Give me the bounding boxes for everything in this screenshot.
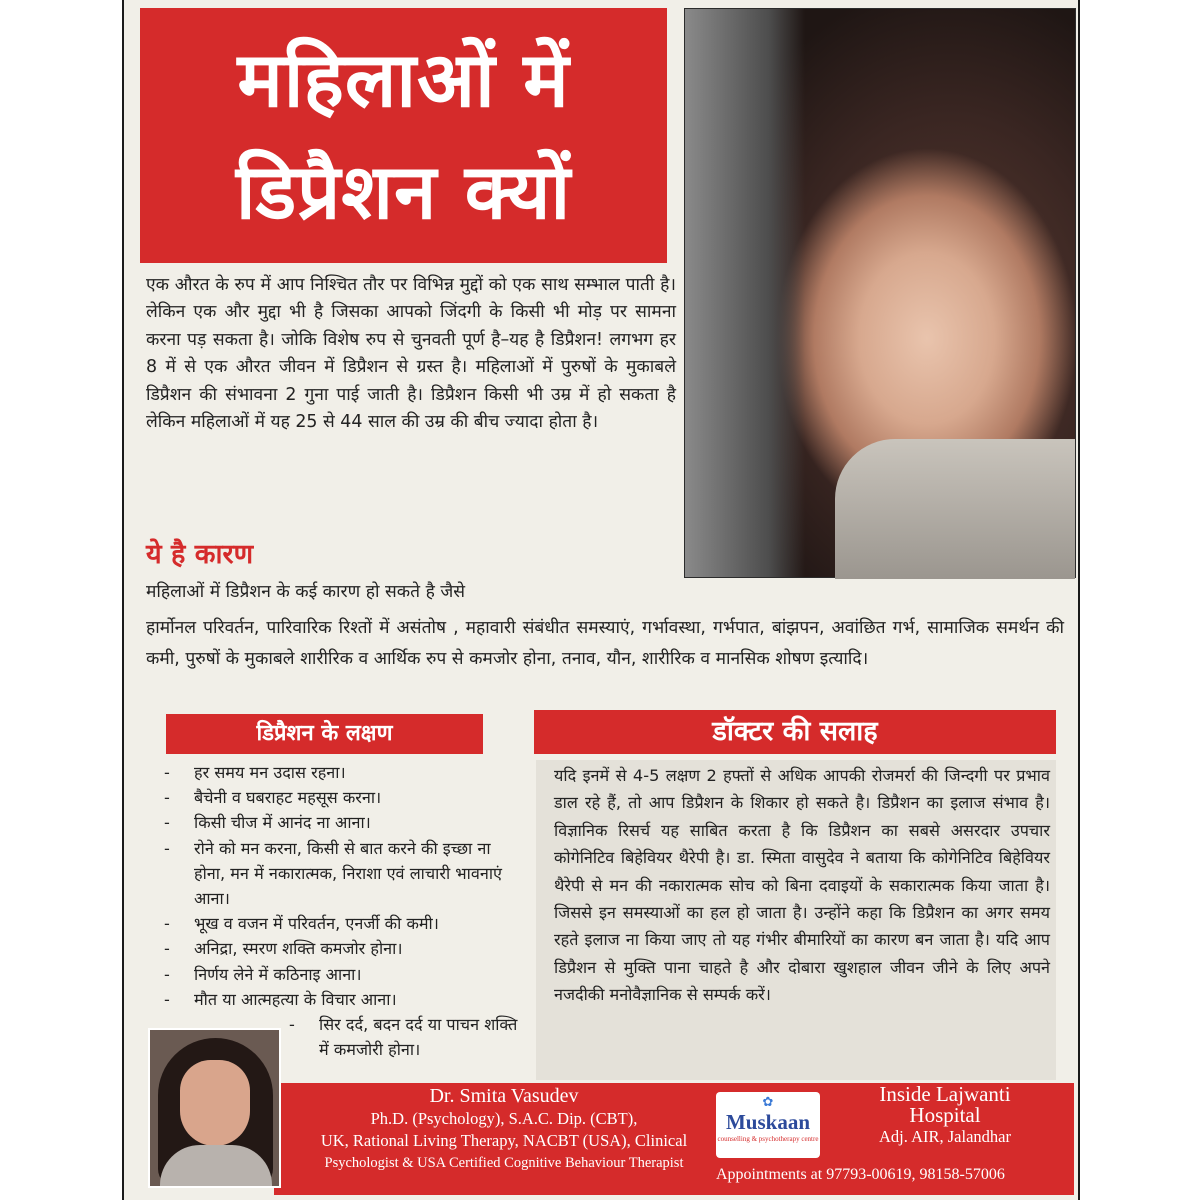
symptom-text: भूख व वजन में परिवर्तन, एनर्जी की कमी।	[194, 914, 439, 934]
dash-glyph: -	[164, 939, 170, 959]
dash-glyph: -	[164, 838, 170, 858]
hospital-address: Adj. AIR, Jalandhar	[879, 1127, 1011, 1146]
woman-photo	[684, 8, 1076, 578]
lotus-icon: ✿	[762, 1095, 774, 1110]
symptoms-list	[164, 760, 524, 1062]
symptom-item	[164, 810, 524, 835]
dash-glyph: -	[164, 989, 170, 1009]
symptoms-heading: डिप्रैशन के लक्षण	[166, 714, 483, 754]
symptom-text: मौत या आत्महत्या के विचार आना।	[194, 989, 397, 1009]
symptom-text: बैचेनी व घबराहट महसूस करना।	[194, 788, 382, 808]
intro-paragraph: एक औरत के रुप में आप निश्चित तौर पर विभिन्न मुद्दों को एक साथ सम्भाल पाती है। लेकिन एक और मुद्दा भी है जिसका आपको जिंदगी के किसी भी मोड़ पर सामना करना पड़ सकता है। जोकि विशेष रुप से चुनवती पूर्ण है–यह है डिप्रैशन! लगभग हर 8 में से एक औरत जीवन में डिप्रैशन से ग्रस्त है। महिलाओं में पुरुषों के मुकाबले डिप्रैशन की संभावना 2 गुना पाई जाती है। डिप्रैशन किसी भी उम्र में हो सकता है लेकिन महिलाओं में यह 25 से 44 साल की उम्र की बीच ज्यादा होता है।	[146, 275, 676, 433]
symptom-text: किसी चीज में आनंद ना आना।	[194, 813, 371, 833]
symptom-item	[289, 1012, 524, 1062]
logo-name: Muskaan	[725, 1110, 811, 1134]
advice-heading: डॉक्टर की सलाह	[534, 710, 1056, 754]
dash-glyph: -	[164, 964, 170, 984]
doctor-credentials-1: Ph.D. (Psychology), S.A.C. Dip. (CBT),	[370, 1109, 638, 1128]
headline-line-1: महिलाओं में	[237, 34, 570, 124]
dash-glyph: -	[164, 763, 170, 782]
photo-shoulder	[835, 439, 1075, 579]
headline-line-2: डिप्रैशन क्यों	[235, 146, 572, 236]
hospital-name-1: Inside Lajwanti	[879, 1082, 1011, 1106]
symptom-text: अनिद्रा, स्मरण शक्ति कमजोर होना।	[194, 939, 403, 959]
symptom-item	[164, 911, 524, 936]
newspaper-page	[122, 0, 1080, 1200]
doctor-credentials-2: UK, Rational Living Therapy, NACBT (USA), Clinical	[320, 1131, 688, 1150]
hospital-name-2: Hospital	[909, 1103, 981, 1127]
headline-banner	[140, 8, 667, 263]
symptom-item	[164, 785, 524, 810]
causes-list: हार्मोनल परिवर्तन, पारिवारिक रिश्तों में असंतोष , महावारी संबंधीत समस्याएं, गर्भावस्था, गर्भपात, बांझपन, अवांछित गर्भ, सामाजिक समर्थन की कमी, पुरुषों के मुकाबले शारीरिक व आर्थिक रुप से कमजोर होना, तनाव, यौन, शारीरिक व मानसिक शोषण इत्यादि।	[146, 618, 1064, 669]
doctor-credentials-3: Psychologist & USA Certified Cognitive Behaviour Therapist	[324, 1155, 684, 1171]
causes-intro: महिलाओं में डिप्रैशन के कई कारण हो सकते है जैसे	[146, 582, 465, 602]
symptom-item	[164, 987, 524, 1012]
symptom-text: निर्णय लेने में कठिनाइ आना।	[194, 964, 362, 984]
causes-heading: ये है कारण	[146, 539, 254, 570]
logo-tagline: counselling & psychotherapy centre	[717, 1135, 819, 1143]
doctor-name: Dr. Smita Vasudev	[429, 1085, 579, 1107]
dash-glyph: -	[164, 788, 170, 808]
doctor-info	[304, 1084, 704, 1174]
appointments-line: Appointments at 97793-00619, 98158-57006	[716, 1166, 1005, 1183]
symptom-item	[164, 962, 524, 987]
dash-glyph: -	[164, 914, 170, 934]
hospital-info	[836, 1084, 1054, 1148]
advice-paragraph: यदि इनमें से 4-5 लक्षण 2 हफ्तों से अधिक आपकी रोजमर्रा की जिन्दगी पर प्रभाव डाल रहे हैं, तो आप डिप्रैशन के शिकार हो सकते है। डिप्रैशन का इलाज संभाव है। विज्ञानिक रिसर्च यह साबित करता है कि डिप्रैशन का सबसे असरदार उपचार कोगेनिटिव बिहेवियर थैरेपी है। डा. स्मिता वासुदेव ने बताया कि कोगेनिटिव बिहेवियर थैरेपी से मन की नकारात्मक सोच को बिना दवाइयों के सकारात्मक किया जाता है। जिससे इन समस्याओं का हल हो जाता है। उन्होंने कहा कि डिप्रैशन का अगर समय रहते इलाज ना किया जाए तो यह गंभीर बीमारियों का कारण बन जाता है। यदि आप डिप्रैशन से मुक्ति पाना चाहते है और दोबारा खुशहाल जीवन जीने के लिए अपने नजदीकी मनोवैज्ञानिक से सम्पर्क करें।	[536, 760, 1056, 1080]
muskaan-logo	[716, 1092, 820, 1158]
doctor-photo	[148, 1028, 281, 1188]
photo-window-light	[685, 9, 805, 577]
dash-glyph: -	[289, 1015, 295, 1035]
symptom-text: हर समय मन उदास रहना।	[194, 763, 346, 782]
symptom-item	[164, 836, 524, 912]
doctor-face	[180, 1060, 250, 1146]
doctor-body	[160, 1145, 272, 1188]
symptom-item	[164, 936, 524, 961]
symptom-item	[164, 760, 524, 785]
symptom-text: सिर दर्द, बदन दर्द या पाचन शक्ति में कमजोरी होना।	[319, 1015, 518, 1060]
dash-glyph: -	[164, 813, 170, 833]
symptom-text: रोने को मन करना, किसी से बात करने की इच्छा ना होना, मन में नकारात्मक, निराशा एवं लाचारी भावनाएं आना।	[194, 838, 502, 909]
